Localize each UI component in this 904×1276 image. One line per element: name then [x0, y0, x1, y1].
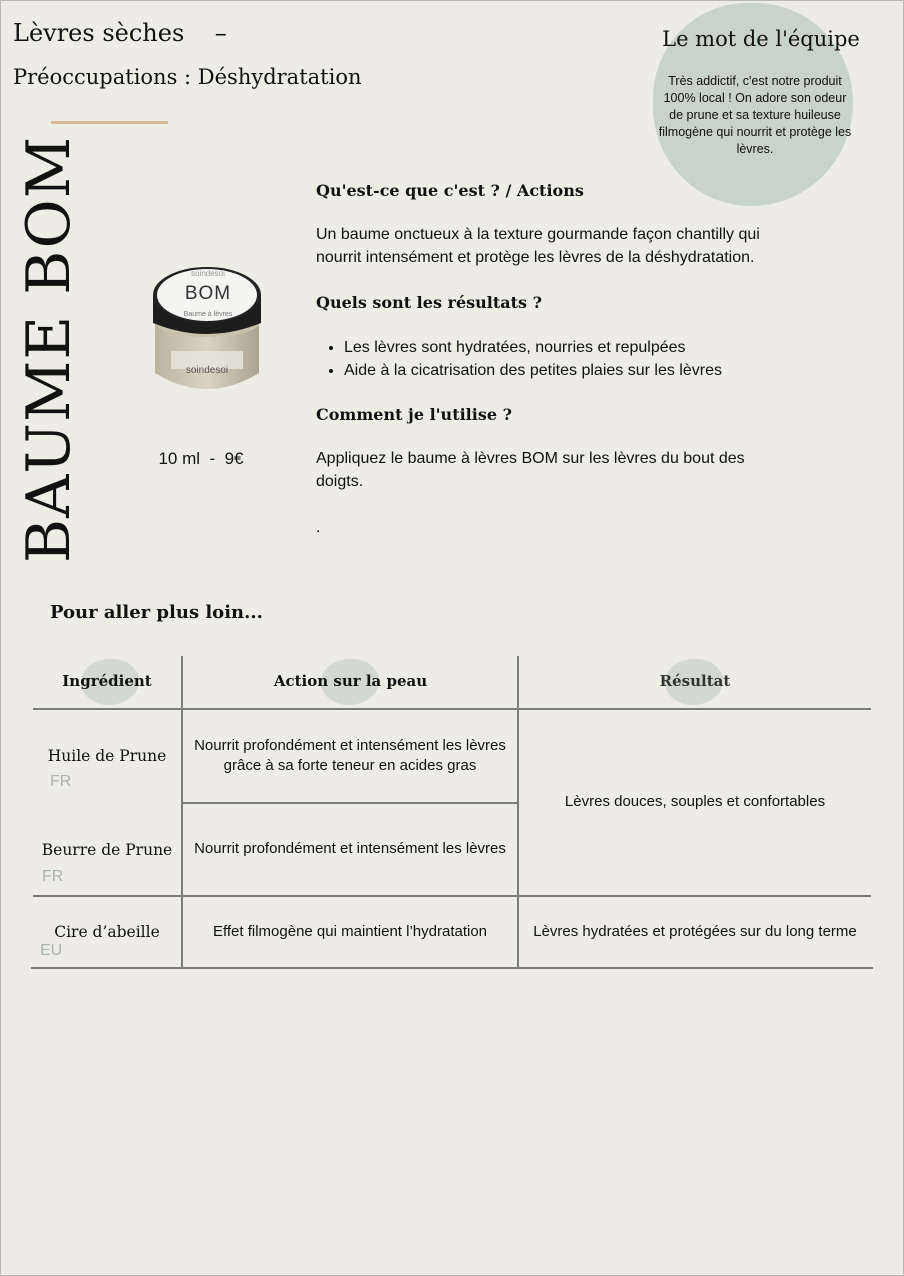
product-name-vertical: BAUME BOM: [14, 135, 84, 563]
column-header-ingredient: Ingrédient: [62, 672, 152, 690]
result-cell: Lèvres hydratées et protégées sur du long terme: [533, 923, 857, 940]
jar-brand-glass: soindesoi: [185, 365, 229, 376]
list-item: • Aide à la cicatrisation des petites plaies sur les lèvres: [344, 359, 796, 382]
results-list: [316, 336, 796, 382]
column-header-action: Action sur la peau: [273, 672, 428, 690]
action-cell: Effet filmogène qui maintient l’hydratation: [212, 923, 488, 940]
results-heading: Quels sont les résultats ?: [316, 293, 542, 312]
page-title: Lèvres sèches –: [13, 19, 227, 47]
team-word-title: Le mot de l'équipe: [662, 27, 860, 51]
jar-label: BOM: [184, 283, 232, 304]
ingredient-name: Beurre de Prune: [41, 841, 173, 859]
ingredient-name: Cire d’abeille: [54, 923, 160, 941]
team-word-text: Très addictif, c'est notre produit 100% local ! On adore son odeur de prune et sa texture huileuse filmogène qui nourrit et protège les lèvres.: [658, 74, 852, 156]
action-cell: Nourrit profondément et intensément les lèvres: [194, 840, 506, 857]
accent-divider: [51, 121, 168, 124]
usage-heading: Comment je l'utilise ?: [316, 405, 512, 424]
row-divider: [31, 967, 873, 969]
what-text: Un baume onctueux à la texture gourmande façon chantilly qui nourrit intensément et protège les lèvres de la déshydratation.: [316, 226, 760, 266]
jar-brand: soindesoi: [191, 269, 225, 278]
column-header-result: Résultat: [659, 672, 731, 690]
ingredient-origin: EU: [40, 942, 63, 959]
column-divider: [517, 656, 519, 969]
row-divider: [33, 708, 871, 710]
trailing-dot: .: [316, 519, 321, 536]
ingredient-origin: FR: [42, 868, 64, 885]
column-divider: [181, 656, 183, 969]
action-cell: Nourrit profondément et intensément les lèvres grâce à sa forte teneur en acides gras: [194, 737, 506, 774]
jar-sub: Baume à lèvres: [183, 311, 233, 318]
price-label: 10 ml - 9€: [158, 449, 244, 468]
result-cell: Lèvres douces, souples et confortables: [564, 793, 826, 810]
what-heading: Qu'est-ce que c'est ? / Actions: [316, 181, 584, 200]
product-description: [316, 179, 796, 539]
further-heading: Pour aller plus loin...: [50, 602, 263, 623]
ingredient-name: Huile de Prune: [47, 747, 167, 765]
row-divider: [33, 895, 871, 897]
list-item: • Les lèvres sont hydratées, nourries et repulpées: [344, 336, 796, 359]
concerns-subtitle: Préoccupations : Déshydratation: [13, 65, 362, 89]
ingredient-origin: FR: [50, 773, 72, 790]
row-divider: [183, 802, 518, 804]
usage-text: Appliquez le baume à lèvres BOM sur les lèvres du bout des doigts.: [316, 450, 745, 490]
